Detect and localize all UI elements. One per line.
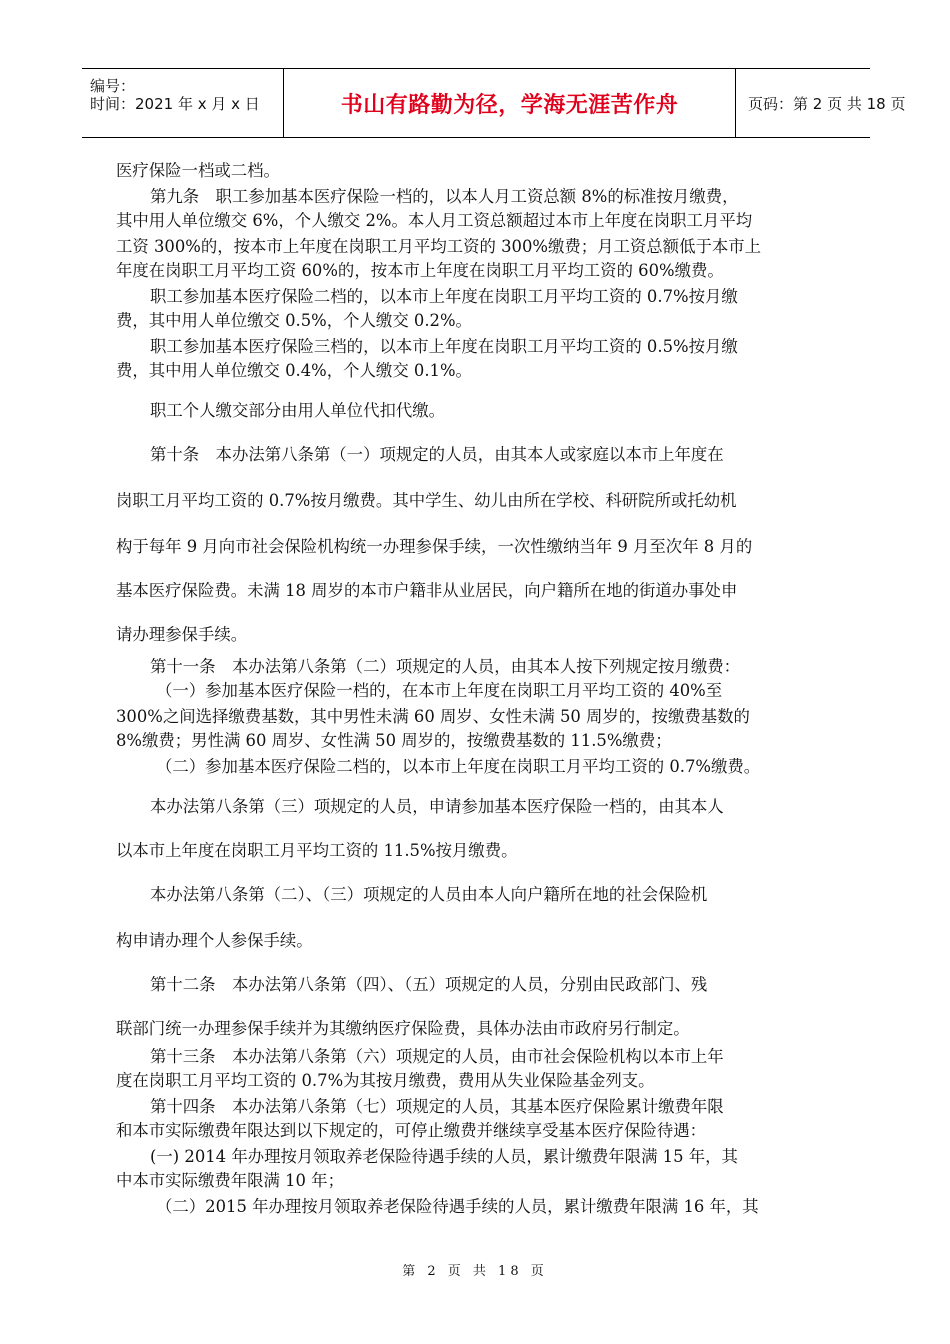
header-motto: 书山有路勤为径，学海无涯苦作舟 xyxy=(340,92,679,118)
document-date-label: 时间：2021 年 x 月 x 日 xyxy=(90,95,260,113)
body-line: (一) 2014 年办理按月领取养老保险待遇手续的人员，累计缴费年限满 15 年，其 xyxy=(150,1147,738,1166)
body-line: 第九条 职工参加基本医疗保险一档的，以本人月工资总额 8%的标准按月缴费， xyxy=(150,187,739,206)
body-line: （二）2015 年办理按月领取养老保险待遇手续的人员，累计缴费年限满 16 年，其 xyxy=(156,1197,759,1216)
body-line: 8%缴费；男性满 60 周岁、女性满 50 周岁的，按缴费基数的 11.5%缴费； xyxy=(116,731,672,750)
body-line: 其中用人单位缴交 6%，个人缴交 2%。本人月工资总额超过本市上年度在岗职工月平均 xyxy=(116,211,753,230)
body-line: 第十三条 本办法第八条第（六）项规定的人员，由市社会保险机构以本市上年 xyxy=(150,1047,724,1066)
body-line: 职工参加基本医疗保险二档的，以本市上年度在岗职工月平均工资的 0.7%按月缴 xyxy=(150,287,738,306)
body-line: 年度在岗职工月平均工资 60%的，按本市上年度在岗职工月平均工资的 60%缴费。 xyxy=(116,261,724,280)
document-number-label: 编号： xyxy=(90,77,136,95)
body-line: 度在岗职工月平均工资的 0.7%为其按月缴费，费用从失业保险基金列支。 xyxy=(116,1071,655,1090)
body-line: 以本市上年度在岗职工月平均工资的 11.5%按月缴费。 xyxy=(116,841,518,860)
body-line: （一）参加基本医疗保险一档的，在本市上年度在岗职工月平均工资的 40%至 xyxy=(156,681,723,700)
body-line: 请办理参保手续。 xyxy=(116,625,248,644)
body-line: 工资 300%的，按本市上年度在岗职工月平均工资的 300%缴费；月工资总额低于本市上 xyxy=(116,237,762,256)
body-line: （二）参加基本医疗保险二档的，以本市上年度在岗职工月平均工资的 0.7%缴费。 xyxy=(156,757,761,776)
body-line: 第十二条 本办法第八条第（四）、（五）项规定的人员，分别由民政部门、残 xyxy=(150,975,708,994)
header-meta-cell xyxy=(82,69,284,137)
body-line: 费，其中用人单位缴交 0.5%，个人缴交 0.2%。 xyxy=(116,311,472,330)
document-header xyxy=(82,68,906,138)
body-line: 职工参加基本医疗保险三档的，以本市上年度在岗职工月平均工资的 0.5%按月缴 xyxy=(150,337,738,356)
body-line: 构申请办理个人参保手续。 xyxy=(116,931,313,950)
body-line: 本办法第八条第（二）、（三）项规定的人员由本人向户籍所在地的社会保险机 xyxy=(150,885,708,904)
body-line: 本办法第八条第（三）项规定的人员，申请参加基本医疗保险一档的，由其本人 xyxy=(150,797,724,816)
header-page-cell xyxy=(736,69,906,137)
body-line: 和本市实际缴费年限达到以下规定的，可停止缴费并继续享受基本医疗保险待遇： xyxy=(116,1121,707,1140)
body-line: 构于每年 9 月向市社会保险机构统一办理参保手续，一次性缴纳当年 9 月至次年 8 月的 xyxy=(116,537,753,556)
body-line: 职工个人缴交部分由用人单位代扣代缴。 xyxy=(150,401,446,420)
header-motto-cell xyxy=(284,69,736,137)
body-line: 第十条 本办法第八条第（一）项规定的人员，由其本人或家庭以本市上年度在 xyxy=(150,445,724,464)
page-footer: 第 2 页 共 18 页 xyxy=(402,1264,548,1279)
body-line: 联部门统一办理参保手续并为其缴纳医疗保险费，具体办法由市政府另行制定。 xyxy=(116,1019,690,1038)
body-line: 300%之间选择缴费基数，其中男性未满 60 周岁、女性未满 50 周岁的，按缴费基数的 xyxy=(116,707,750,726)
body-line: 费，其中用人单位缴交 0.4%，个人缴交 0.1%。 xyxy=(116,361,472,380)
body-line: 基本医疗保险费。未满 18 周岁的本市户籍非从业居民，向户籍所在地的街道办事处申 xyxy=(116,581,738,600)
body-line: 岗职工月平均工资的 0.7%按月缴费。其中学生、幼儿由所在学校、科研院所或托幼机 xyxy=(116,491,737,510)
body-line: 第十四条 本办法第八条第（七）项规定的人员，其基本医疗保险累计缴费年限 xyxy=(150,1097,724,1116)
body-line: 第十一条 本办法第八条第（二）项规定的人员，由其本人按下列规定按月缴费： xyxy=(150,657,741,676)
body-line: 中本市实际缴费年限满 10 年； xyxy=(116,1171,344,1190)
header-page-label: 页码：第 2 页 共 18 页 xyxy=(748,94,906,113)
body-line: 医疗保险一档或二档。 xyxy=(116,161,280,180)
